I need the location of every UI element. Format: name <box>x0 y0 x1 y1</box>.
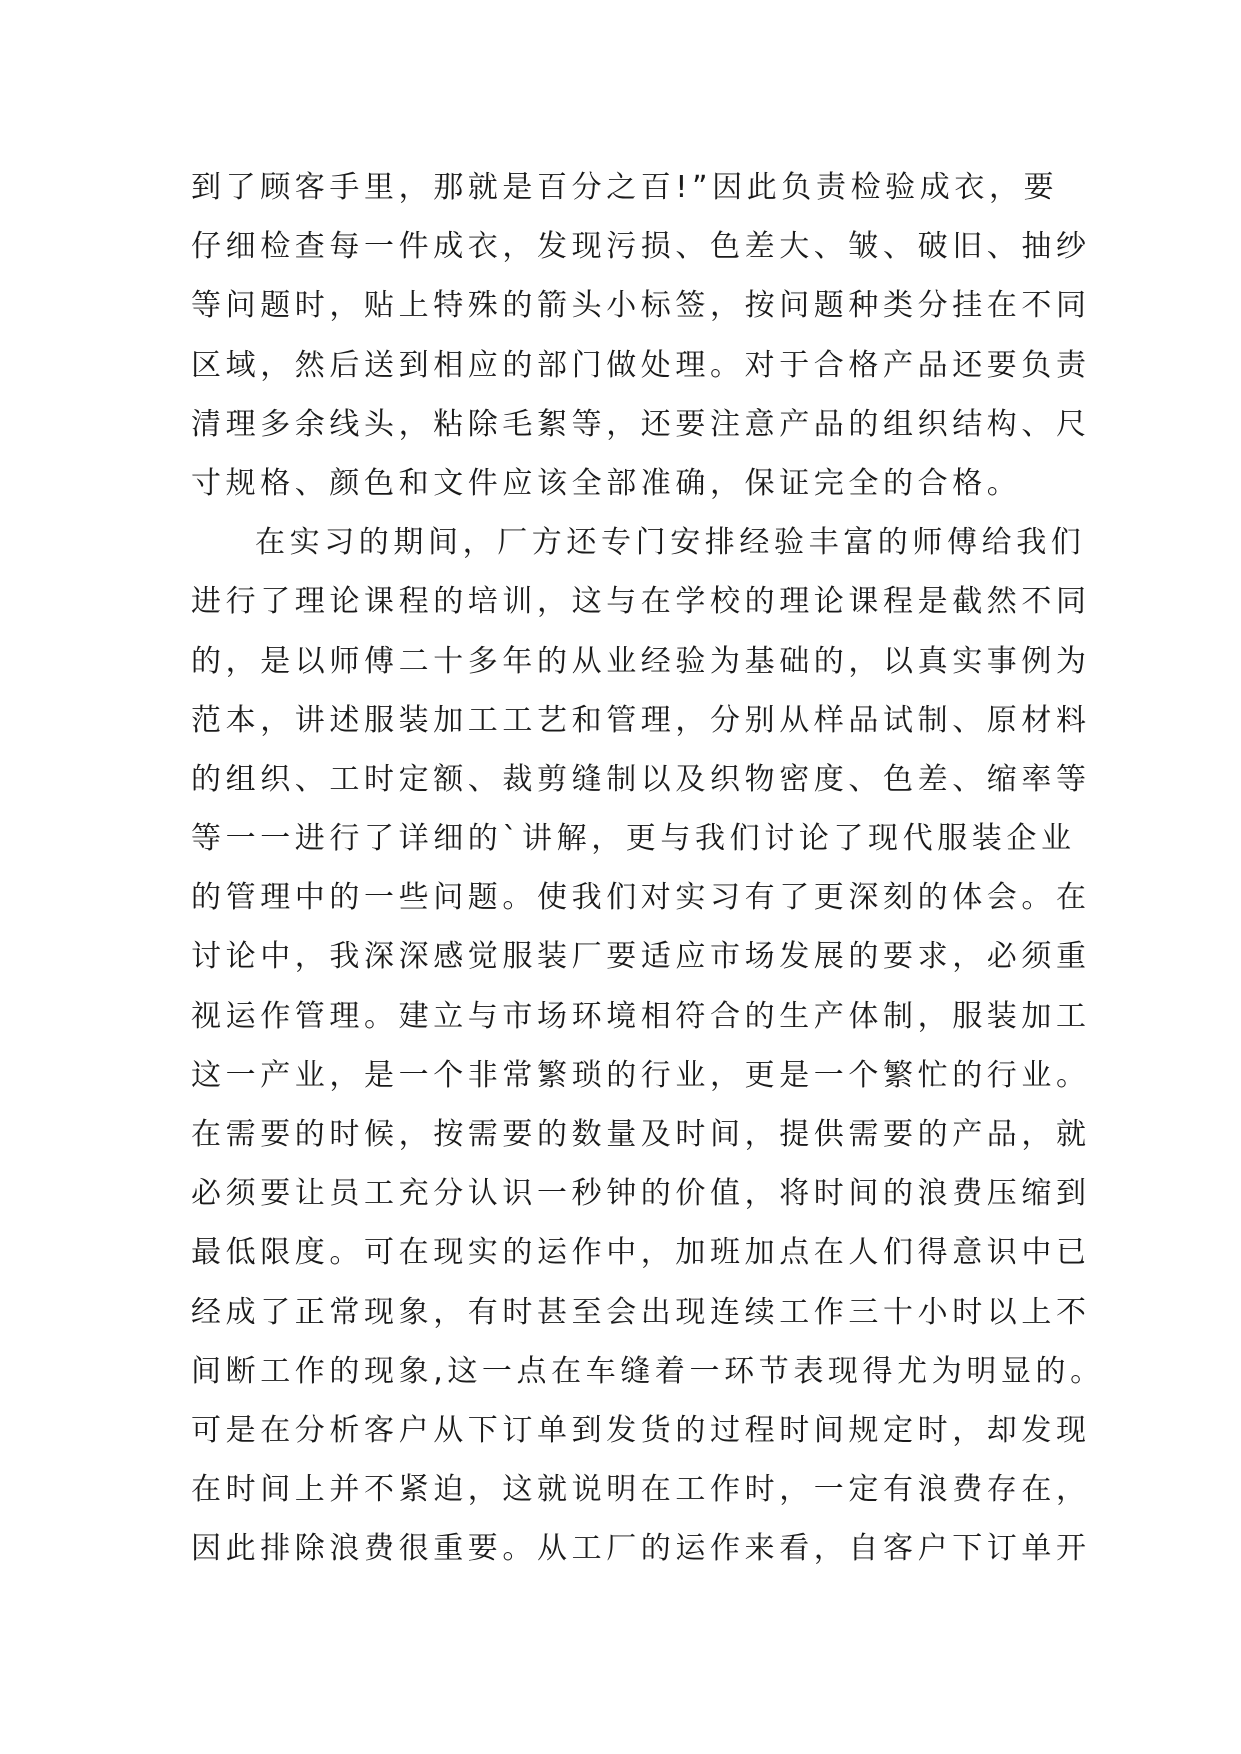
text-line: 这一产业，是一个非常繁琐的行业，更是一个繁忙的行业。 <box>191 1057 1091 1093</box>
text-line: 在需要的时候，按需要的数量及时间，提供需要的产品，就 <box>191 1117 1091 1152</box>
text-line: 等问题时，贴上特殊的箭头小标签，按问题种类分挂在不同 <box>191 288 1091 324</box>
text-line: 的，是以师傅二十多年的从业经验为基础的，以真实事例为 <box>191 643 1091 679</box>
paragraph-first-line: 在实习的期间，厂方还专门安排经验丰富的师傅给我们 <box>255 525 1086 561</box>
text-line: 寸规格、颜色和文件应该全部准确，保证完全的合格。 <box>191 465 1022 501</box>
text-line: 仔细检查每一件成衣，发现污损、色差大、皱、破旧、抽纱 <box>191 229 1091 265</box>
text-line: 范本，讲述服装加工工艺和管理，分别从样品试制、原材料 <box>191 702 1091 738</box>
text-line: 经成了正常现象，有时甚至会出现连续工作三十小时以上不 <box>191 1294 1091 1330</box>
text-line: 的组织、工时定额、裁剪缝制以及织物密度、色差、缩率等 <box>191 761 1091 797</box>
text-line: 清理多余线头，粘除毛絮等，还要注意产品的组织结构、尺 <box>191 406 1091 442</box>
body-text <box>191 158 1105 1579</box>
text-line: 进行了理论课程的培训，这与在学校的理论课程是截然不同 <box>191 584 1091 620</box>
text-line: 可是在分析客户从下订单到发货的过程时间规定时，却发现 <box>191 1412 1091 1448</box>
text-line: 因此排除浪费很重要。从工厂的运作来看，自客户下订单开 <box>191 1531 1091 1567</box>
text-line: 区域，然后送到相应的部门做处理。对于合格产品还要负责 <box>191 347 1091 383</box>
text-line: 的管理中的一些问题。使我们对实习有了更深刻的体会。在 <box>191 880 1091 916</box>
text-line: 在时间上并不紧迫，这就说明在工作时，一定有浪费存在， <box>191 1472 1091 1508</box>
text-line: 讨论中，我深深感觉服装厂要适应市场发展的要求，必须重 <box>191 939 1091 975</box>
text-line: 必须要让员工充分认识一秒钟的价值，将时间的浪费压缩到 <box>191 1176 1091 1212</box>
text-line: 间断工作的现象,这一点在车缝着一环节表现得尤为明显的。 <box>191 1353 1105 1389</box>
text-line: 最低限度。可在现实的运作中，加班加点在人们得意识中已 <box>191 1235 1091 1271</box>
text-line: 等一一进行了详细的`讲解，更与我们讨论了现代服装企业 <box>191 821 1076 857</box>
text-line: 到了顾客手里，那就是百分之百!”因此负责检验成衣，要 <box>191 170 1059 205</box>
text-line: 视运作管理。建立与市场环境相符合的生产体制，服装加工 <box>191 998 1091 1034</box>
